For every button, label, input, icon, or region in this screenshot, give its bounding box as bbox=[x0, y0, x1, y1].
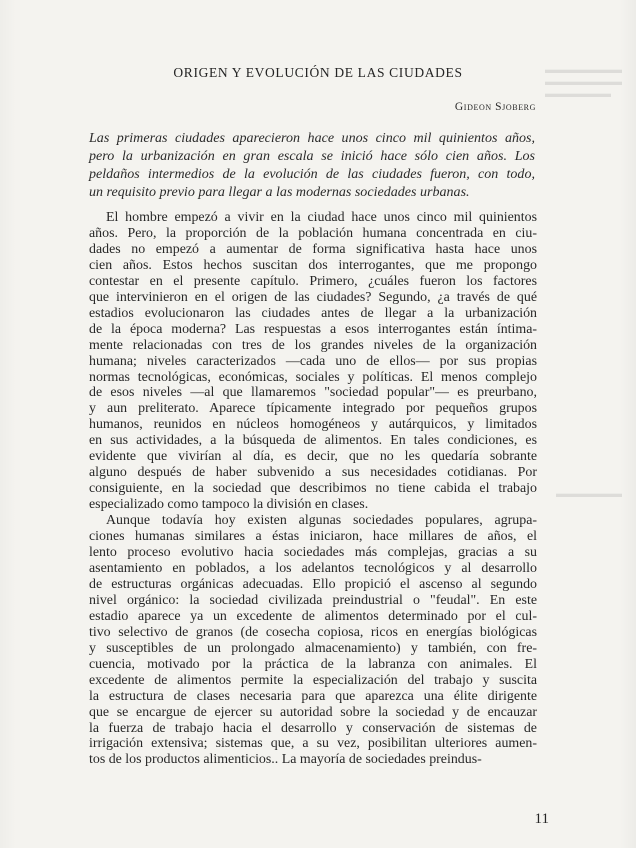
article-body bbox=[89, 210, 537, 768]
paragraph-line: humanos, reunidos en núcleos homogéneos y autárquicos, y limitados bbox=[89, 417, 537, 433]
paragraph-line: de la época moderna? Las respuestas a esos interrogantes están íntima- bbox=[89, 321, 537, 337]
paragraph-line: tos de los productos alimenticios.. La mayoría de sociedades preindus- bbox=[89, 752, 482, 768]
paragraph-line: evidente que vivirían al día, es decir, que no les quedaría sobrante bbox=[89, 449, 537, 465]
paragraph-line: dades no empezó a aumentar de forma significativa hasta hace unos bbox=[89, 241, 537, 257]
paragraph-line: asentamiento en poblados, a los adelantos tecnológicos y al desarrollo bbox=[89, 560, 537, 576]
paragraph-line: lento proceso evolutivo hacia sociedades más complejas, gracias a su bbox=[89, 545, 537, 561]
paragraph-line: cien años. Estos hechos suscitan dos interrogantes, que me propongo bbox=[89, 257, 537, 273]
show-through-text: ▬▬▬▬▬▬▬ ▬▬▬▬▬▬▬ ▬▬▬▬▬▬ bbox=[545, 64, 622, 100]
paragraph-line: consiguiente, en la sociedad que describimos no tiene cabida el trabajo bbox=[89, 481, 537, 497]
paragraph-line: la fuerza de trabajo hacia el desarrollo y conservación de sistemas de bbox=[89, 720, 537, 736]
body-paragraph-2 bbox=[89, 513, 537, 768]
paragraph-line: la estructura de clases necesaria para que aparezca una élite dirigente bbox=[89, 688, 537, 704]
paragraph-line: años. Pero, la proporción de la población humana concentrada en ciu- bbox=[89, 225, 537, 241]
paragraph-line: nivel orgánico: la sociedad civilizada preindustrial o "feudal". En este bbox=[89, 592, 537, 608]
paragraph-line: ciones humanas similares a éstas iniciaron, hace millares de años, el bbox=[89, 529, 537, 545]
abstract-line: un requisito previo para llegar a las modernas sociedades urbanas. bbox=[89, 184, 470, 200]
abstract-line: Las primeras ciudades aparecieron hace unos cinco mil quinientos años, bbox=[89, 130, 535, 146]
paragraph-line: que intervinieron en el origen de las ciudades? Segundo, ¿a través de qué bbox=[89, 289, 537, 305]
body-paragraph-1 bbox=[89, 210, 537, 513]
show-through-text-lower: ▬▬▬▬▬▬ bbox=[556, 488, 622, 500]
paragraph-line: en sus actividades, a la búsqueda de alimentos. En tales condiciones, es bbox=[89, 433, 537, 449]
paragraph-line: estadio aparece ya un excedente de alimentos determinado por el cul- bbox=[89, 608, 537, 624]
paragraph-line: normas tecnológicas, económicas, sociales y políticas. El menos complejo bbox=[89, 369, 537, 385]
paragraph-line: y susceptibles de un prolongado almacenamiento) y también, con fre- bbox=[89, 640, 537, 656]
paragraph-line: estadios evolucionaron las ciudades antes de llegar a la urbanización bbox=[89, 305, 537, 321]
paragraph-line: especializado como tampoco la división en clases. bbox=[89, 497, 369, 513]
paragraph-line: de esos niveles —al que llamaremos "sociedad popular"— es preurbano, bbox=[89, 385, 537, 401]
abstract-line: pero la urbanización en gran escala se inició hace sólo cien años. Los bbox=[89, 148, 535, 164]
paragraph-line: de estructuras orgánicas adecuadas. Ello propició el ascenso al segundo bbox=[89, 576, 537, 592]
paragraph-line: tivo selectivo de granos (de cosecha copiosa, ricos en energías biológicas bbox=[89, 624, 537, 640]
paragraph-line: humana; niveles caracterizados —cada uno de ellos— por sus propias bbox=[89, 353, 537, 369]
paragraph-line: cuencia, motivado por la práctica de la labranza con animales. El bbox=[89, 656, 537, 672]
paragraph-line: irrigación extensiva; sistemas que, a su vez, posibilitan ulteriores aumen- bbox=[89, 736, 537, 752]
article-title: ORIGEN Y EVOLUCIÓN DE LAS CIUDADES bbox=[173, 65, 463, 80]
paragraph-line: El hombre empezó a vivir en la ciudad hace unos cinco mil quinientos bbox=[106, 210, 537, 225]
paragraph-line: y aun preliterato. Aparece típicamente integrado por pequeños grupos bbox=[89, 401, 537, 417]
article-author: Gideon Sjoberg bbox=[454, 101, 536, 113]
paragraph-line: excedente de alimentos permite la especialización del trabajo y suscita bbox=[89, 672, 537, 688]
page-number: 11 bbox=[534, 811, 549, 827]
paragraph-line: alguno después de haber subvenido a sus necesidades cotidianas. Por bbox=[89, 465, 537, 481]
paragraph-line: mente relacionadas con tres de los grandes niveles de la organización bbox=[89, 337, 537, 353]
article-abstract bbox=[89, 129, 535, 201]
abstract-line: peldaños intermedios de la evolución de las ciudades fueron, con todo, bbox=[89, 166, 535, 182]
paragraph-line: contestar en el presente capítulo. Primero, ¿cuáles fueron los factores bbox=[89, 273, 537, 289]
paragraph-line: Aunque todavía hoy existen algunas sociedades populares, agrupa- bbox=[106, 513, 537, 529]
paragraph-line: que se encargue de ejercer su autoridad sobre la sociedad y de encauzar bbox=[89, 704, 537, 720]
